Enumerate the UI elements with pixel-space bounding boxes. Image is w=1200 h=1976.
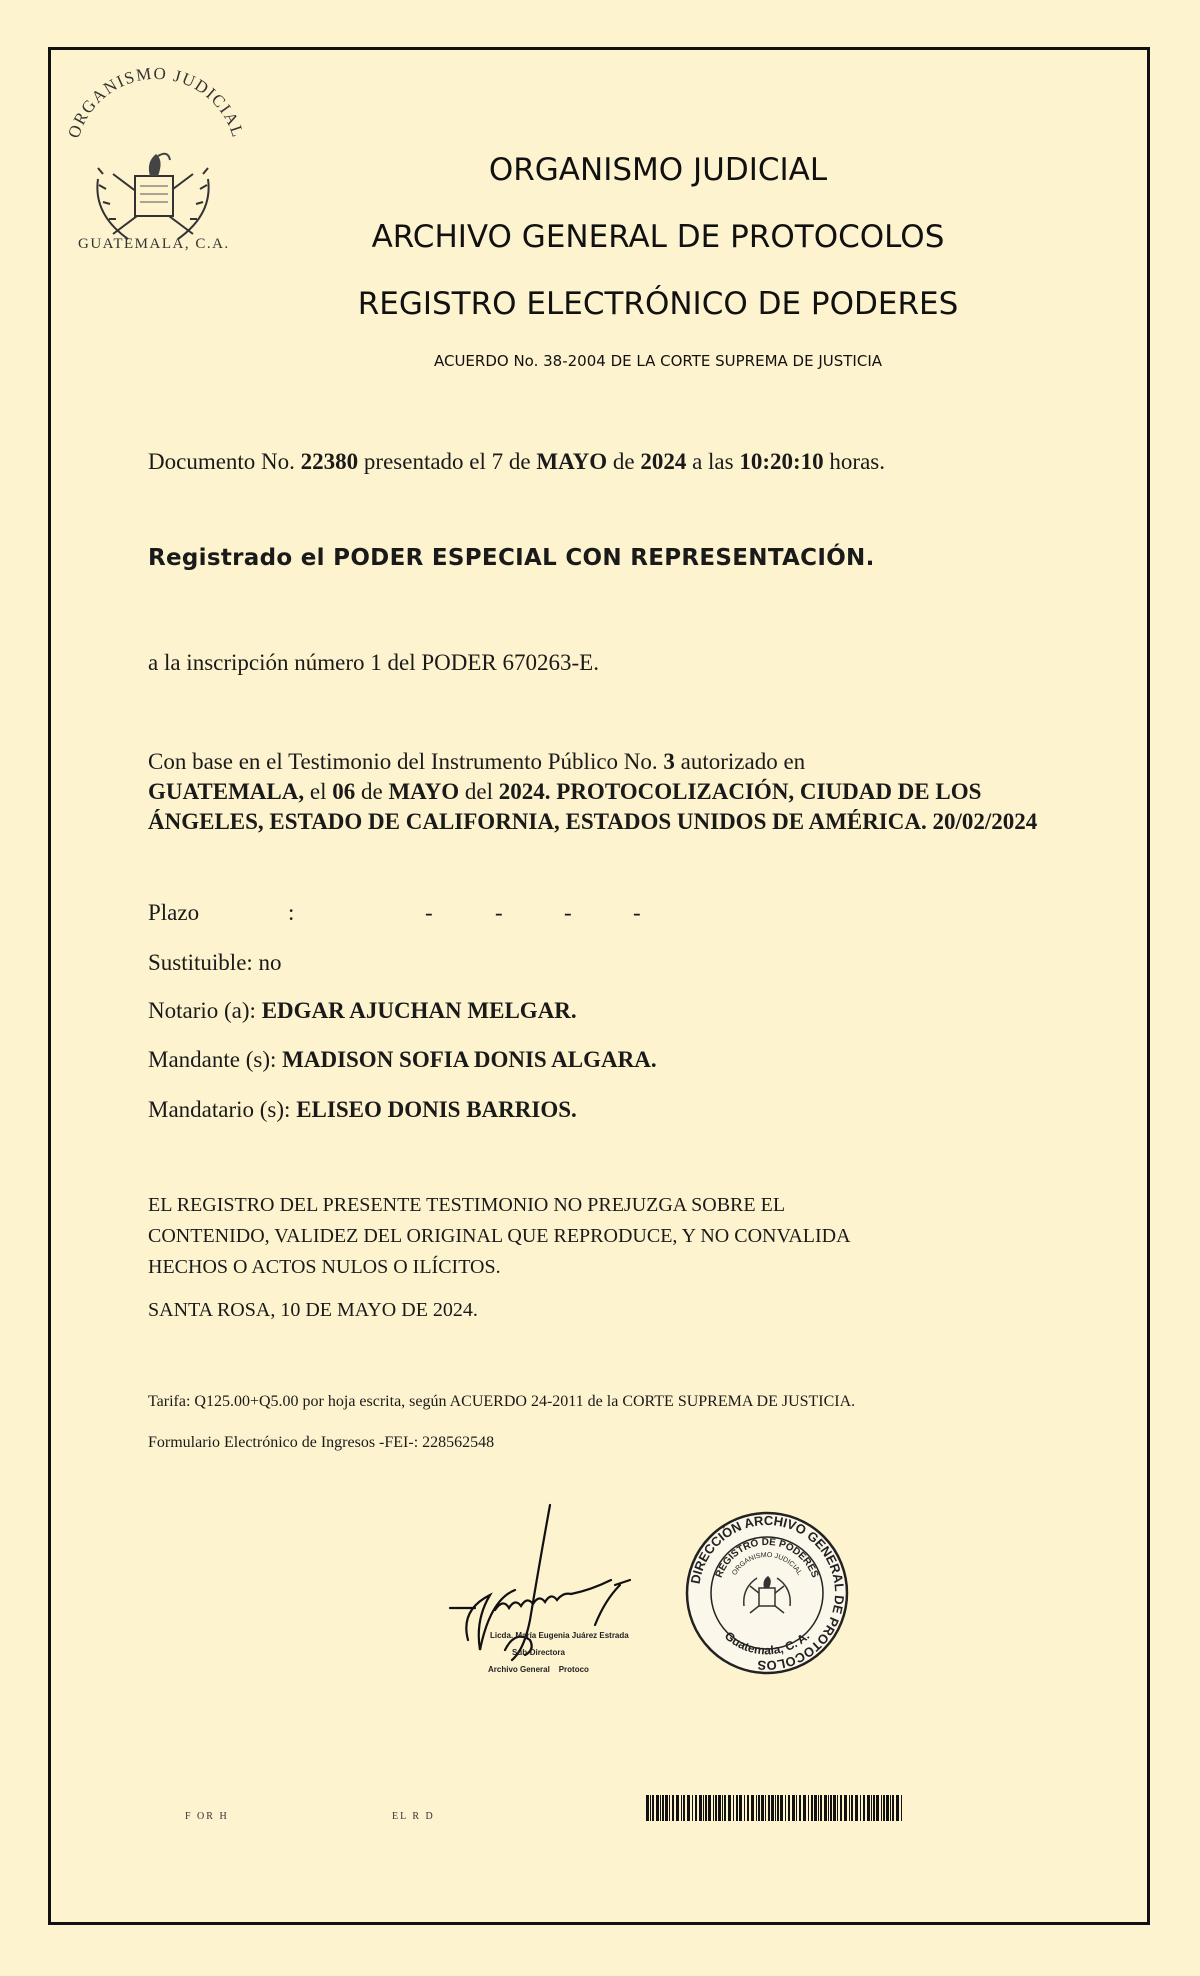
barcode-bar — [844, 1795, 847, 1821]
barcode-bar — [695, 1795, 697, 1821]
barcode-bar — [765, 1795, 766, 1821]
base-detalle: 2024. PROTOCOLIZACIÓN, CIUDAD DE LOS ÁNGELES, ESTADO DE CALIFORNIA, ESTADOS UNIDOS DE AMÉRICA. 20/02/2024 — [148, 779, 1038, 834]
notario-line: Notario (a): EDGAR AJUCHAN MELGAR. — [148, 998, 577, 1023]
organismo-judicial-seal — [58, 64, 248, 264]
plazo-dash: - — [564, 900, 572, 925]
barcode-bar — [705, 1795, 707, 1821]
mandatario-line: Mandatario (s): ELISEO DONIS BARRIOS. — [148, 1097, 577, 1122]
barcode-bar — [761, 1795, 764, 1821]
barcode-bar — [863, 1795, 865, 1821]
svg-text:Guatemala, C. A.: Guatemala, C. A. — [721, 1628, 813, 1658]
notario-nombre: EDGAR AJUCHAN MELGAR. — [261, 998, 577, 1023]
barcode-bar — [799, 1795, 801, 1821]
barcode-bar — [796, 1795, 797, 1821]
barcode-bar — [708, 1795, 711, 1821]
disclaimer-line-1: EL REGISTRO DEL PRESENTE TESTIMONIO NO PREJUZGA SOBRE EL — [148, 1194, 786, 1216]
barcode-bar — [733, 1795, 734, 1821]
firma-cargo: Sub-Directora — [512, 1648, 565, 1657]
plazo-label: Plazo — [148, 900, 200, 925]
barcode-bar — [803, 1795, 806, 1821]
barcode-bar — [692, 1795, 693, 1821]
document-barcode — [646, 1795, 906, 1821]
plazo-dash: - — [633, 900, 641, 925]
barcode-bar — [837, 1795, 838, 1821]
mandante-nombre: MADISON SOFIA DONIS ALGARA. — [282, 1047, 657, 1072]
barcode-bar — [713, 1795, 714, 1821]
barcode-bar — [646, 1795, 649, 1821]
handwritten-signature — [420, 1500, 660, 1690]
fecha-lugar: SANTA ROSA, 10 DE MAYO DE 2024. — [148, 1299, 478, 1321]
inscripcion-line: a la inscripción número 1 del PODER 670263-E. — [148, 650, 599, 675]
barcode-bar — [683, 1795, 685, 1821]
documento-hora: 10:20:10 — [739, 449, 824, 474]
base-paragraph: Con base en el Testimonio del Instrumento Público No. 3 autorizado en GUATEMALA, el 06 de MAYO del 2024. PROTOCOLIZACIÓN, CIUDAD DE LOS ÁNGELES, ESTADO DE CALIFORNIA, ESTADOS UNIDOS DE AMÉRICA. 20/02/2024 — [148, 749, 1038, 834]
barcode-bar — [851, 1795, 853, 1821]
barcode-bar — [768, 1795, 770, 1821]
barcode-bar — [718, 1795, 721, 1821]
svg-text:REGISTRO DE PODERES: REGISTRO DE PODERES — [713, 1536, 821, 1580]
barcode-bar — [814, 1795, 817, 1821]
barcode-bar — [876, 1795, 879, 1821]
plazo-dash: - — [495, 900, 503, 925]
barcode-bar — [828, 1795, 829, 1821]
svg-text:ORGANISMO JUDICIAL: ORGANISMO JUDICIAL — [731, 1551, 803, 1577]
footer-mark-mid: EL R D — [392, 1811, 435, 1822]
barcode-bar — [722, 1795, 723, 1821]
barcode-bar — [824, 1795, 827, 1821]
barcode-bar — [650, 1795, 651, 1821]
barcode-bar — [758, 1795, 760, 1821]
barcode-bar — [676, 1795, 679, 1821]
barcode-bar — [747, 1795, 749, 1821]
barcode-bar — [896, 1795, 899, 1821]
registro-poderes-stamp — [682, 1508, 852, 1678]
documento-numero: 22380 — [300, 449, 359, 474]
barcode-bar — [901, 1795, 902, 1821]
barcode-bar — [669, 1795, 670, 1821]
disclaimer-line-2: CONTENIDO, VALIDEZ DEL ORIGINAL QUE REPRODUCE, Y NO CONVALIDA — [148, 1225, 851, 1247]
barcode-bar — [656, 1795, 659, 1821]
formulario-line: Formulario Electrónico de Ingresos -FEI-: 228562548 — [148, 1434, 495, 1451]
plazo-dash: - — [425, 900, 433, 925]
barcode-bar — [775, 1795, 776, 1821]
mandante-line: Mandante (s): MADISON SOFIA DONIS ALGARA. — [148, 1047, 657, 1072]
barcode-bar — [849, 1795, 850, 1821]
barcode-bar — [833, 1795, 836, 1821]
barcode-bar — [744, 1795, 745, 1821]
barcode-bar — [818, 1795, 819, 1821]
barcode-bar — [662, 1795, 664, 1821]
barcode-bar — [873, 1795, 875, 1821]
disclaimer-line-3: HECHOS O ACTOS NULOS O ILÍCITOS. — [148, 1256, 501, 1278]
barcode-bar — [792, 1795, 795, 1821]
barcode-bar — [871, 1795, 872, 1821]
mandatario-nombre: ELISEO DONIS BARRIOS. — [296, 1097, 577, 1122]
firma-dependencia: Archivo General Protoco — [488, 1665, 589, 1674]
barcode-bar — [840, 1795, 842, 1821]
header-acuerdo: ACUERDO No. 38-2004 DE LA CORTE SUPREMA DE JUSTICIA — [433, 352, 882, 370]
barcode-bar — [736, 1795, 738, 1821]
firma-nombre: Licda. María Eugenia Juárez Estrada — [490, 1631, 629, 1640]
barcode-bar — [756, 1795, 757, 1821]
tarifa-line: Tarifa: Q125.00+Q5.00 por hoja escrita, según ACUERDO 24-2011 de la CORTE SUPREMA DE JUSTICIA. — [148, 1393, 856, 1410]
barcode-bar — [672, 1795, 674, 1821]
barcode-bar — [777, 1795, 779, 1821]
barcode-bar — [886, 1795, 889, 1821]
barcode-bar — [771, 1795, 774, 1821]
logo-place: GUATEMALA, C.A. — [78, 236, 230, 252]
barcode-bar — [820, 1795, 822, 1821]
barcode-bar — [739, 1795, 742, 1821]
barcode-bar — [660, 1795, 661, 1821]
barcode-bar — [652, 1795, 654, 1821]
barcode-bar — [699, 1795, 702, 1821]
barcode-bar — [881, 1795, 882, 1821]
sustituible-line: Sustituible: no — [148, 950, 282, 975]
header-title-archivo: ARCHIVO GENERAL DE PROTOCOLOS — [371, 219, 945, 255]
footer-mark-left: F OR H — [185, 1811, 229, 1822]
header-title-registro: REGISTRO ELECTRÓNICO DE PODERES — [357, 286, 959, 322]
barcode-bar — [811, 1795, 813, 1821]
barcode-bar — [703, 1795, 704, 1821]
barcode-bar — [780, 1795, 783, 1821]
registrado-heading: Registrado el PODER ESPECIAL CON REPRESENTACIÓN. — [148, 545, 875, 571]
documento-mes: MAYO — [536, 449, 608, 474]
barcode-bar — [728, 1795, 731, 1821]
barcode-bar — [855, 1795, 858, 1821]
documento-line: Documento No. 22380 presentado el 7 de MAYO de 2024 a las 10:20:10 horas. — [148, 449, 885, 474]
barcode-bar — [890, 1795, 891, 1821]
barcode-bar — [892, 1795, 894, 1821]
barcode-bar — [860, 1795, 861, 1821]
documento-anio: 2024 — [640, 449, 687, 474]
svg-text:ORGANISMO JUDICIAL: ORGANISMO JUDICIAL — [64, 64, 248, 141]
header-title-organismo: ORGANISMO JUDICIAL — [488, 152, 828, 188]
barcode-bar — [785, 1795, 786, 1821]
svg-text:DIRECCIÓN ARCHIVO GENERAL DE P: DIRECCIÓN ARCHIVO GENERAL DE PROTOCOLOS — [687, 1512, 848, 1674]
barcode-bar — [715, 1795, 717, 1821]
barcode-bar — [687, 1795, 690, 1821]
barcode-bar — [665, 1795, 668, 1821]
barcode-bar — [681, 1795, 682, 1821]
barcode-bar — [883, 1795, 885, 1821]
barcode-bar — [751, 1795, 754, 1821]
plazo-colon: : — [288, 900, 295, 925]
barcode-bar — [724, 1795, 726, 1821]
barcode-bar — [788, 1795, 790, 1821]
barcode-bar — [830, 1795, 832, 1821]
barcode-bar — [808, 1795, 809, 1821]
barcode-bar — [867, 1795, 870, 1821]
